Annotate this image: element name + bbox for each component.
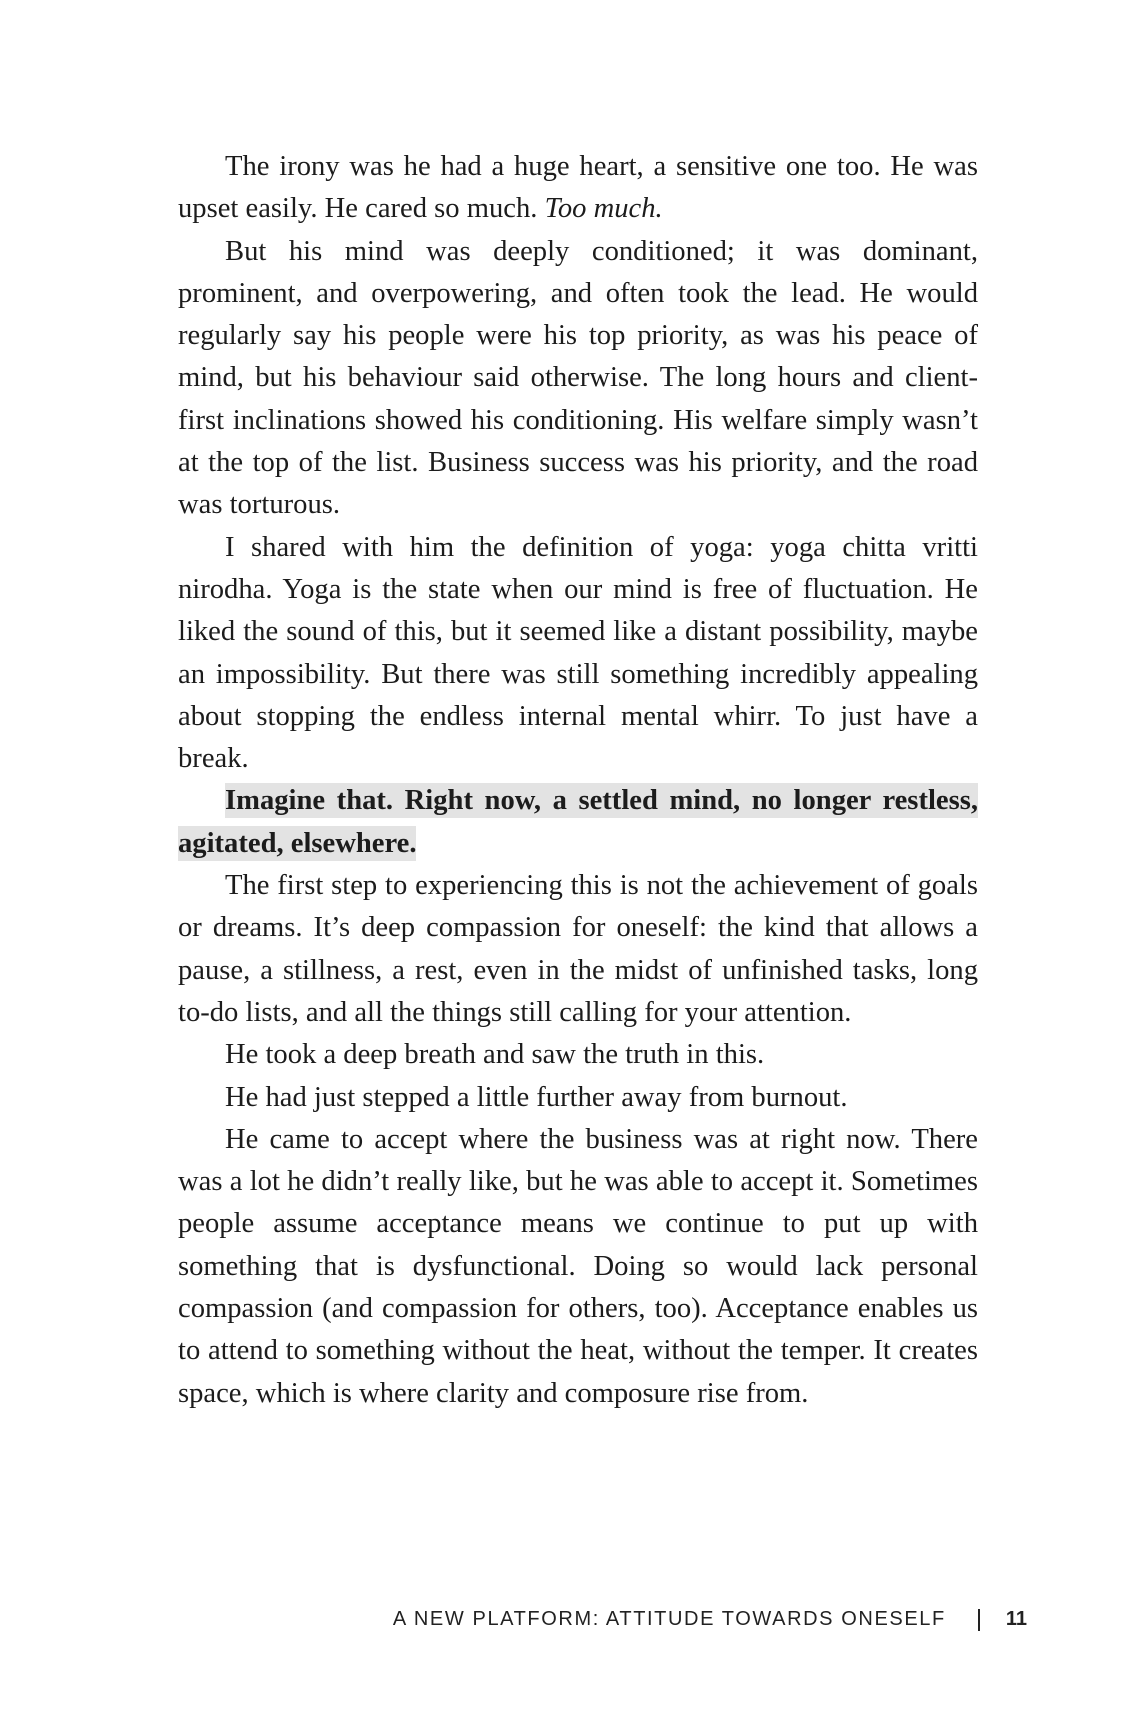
running-head: A NEW PLATFORM: ATTITUDE TOWARDS ONESELF: [392, 1608, 946, 1630]
page-footer: [393, 1608, 1027, 1631]
paragraph-6: He took a deep breath and saw the truth in this.: [225, 1039, 765, 1071]
paragraph-3: I shared with him the definition of yoga: yoga chitta vritti nirodha. Yoga is the state when our mind is free of fluctuation. He liked the sound of this, but it seemed like a distant possibility, maybe an impossibility. But there was still something incredibly appealing about stopping the endless internal mental whirr. To just have a break.: [178, 531, 978, 775]
paragraph-5: The first step to experiencing this is not the achievement of goals or dreams. It’s deep compassion for oneself: the kind that allows a pause, a stillness, a rest, even in the midst of unfinished tasks, long to-do lists, and all the things still calling for your attention.: [178, 870, 978, 1028]
paragraph-2: But his mind was deeply conditioned; it was dominant, prominent, and overpowering, and often took the lead. He would regularly say his people were his top priority, as was his peace of mind, but his behaviour said otherwise. The long hours and client-first inclinations showed his conditioning. His welfare simply wasn’t at the top of the list. Business success was his priority, and the road was torturous.: [178, 235, 978, 521]
paragraph-1: [178, 146, 978, 231]
paragraph-7: He had just stepped a little further away from burnout.: [225, 1081, 848, 1113]
footer-divider: [978, 1609, 980, 1631]
paragraph-1-emphasis: Too much.: [544, 193, 663, 225]
paragraph-1-text: The irony was he had a huge heart, a sensitive one too. He was upset easily. He cared so much.: [178, 151, 978, 225]
page-number: 11: [1005, 1608, 1027, 1630]
body-text: [178, 146, 978, 1415]
highlighted-paragraph: [178, 780, 978, 865]
paragraph-8: He came to accept where the business was at right now. There was a lot he didn’t really like, but he was able to accept it. Sometimes people assume acceptance means we continue to put up with something that is dysfunctional. Doing so would lack personal compassion (and compassion for others, too). Acceptance enables us to attend to something without the heat, without the temper. It creates space, which is where clarity and composure rise from.: [178, 1123, 978, 1409]
highlighted-passage[interactable]: Imagine that. Right now, a settled mind, no longer restless, agitated, elsewhere.: [178, 785, 978, 859]
